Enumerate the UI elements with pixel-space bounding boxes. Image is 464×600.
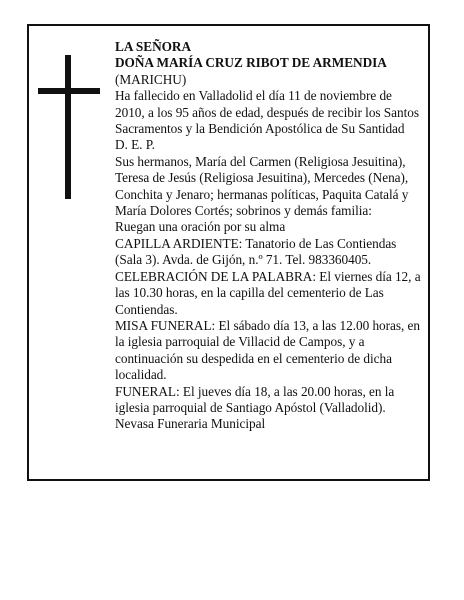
notice-text — [115, 39, 423, 433]
obituary-notice — [27, 24, 430, 481]
funeral-home: Nevasa Funeraria Municipal — [115, 416, 266, 432]
family-list: Sus hermanos, María del Carmen (Religiosa Jesuitina), Teresa de Jesús (Religiosa Jesuitina), Mercedes (Nena), Conchita y Jenaro; hermanas políticas, Paquita Catalá y María Dolores Cortés; sobrinos y demás familia: — [115, 153, 409, 219]
deceased-nickname: (MARICHU) — [115, 71, 187, 87]
chapel-info: CAPILLA ARDIENTE: Tanatorio de Las Contiendas (Sala 3). Avda. de Gijón, n.º 71. Tel. 983360405. — [115, 235, 397, 268]
mass-info: MISA FUNERAL: El sábado día 13, a las 12.00 horas, en la iglesia parroquial de Villacid de Campos, y a continuación su despedida en el cementerio de dicha localidad. — [115, 317, 420, 383]
deceased-name: DOÑA MARÍA CRUZ RIBOT DE ARMENDIA — [115, 55, 387, 71]
funeral-info: FUNERAL: El jueves día 18, a las 20.00 horas, en la iglesia parroquial de Santiago Apóstol (Valladolid). — [115, 383, 395, 415]
honorific: LA SEÑORA — [115, 39, 192, 54]
death-statement: Ha fallecido en Valladolid el día 11 de noviembre de 2010, a los 95 años de edad, después de recibir los Santos Sacramentos y la Bendición Apostólica de Su Santidad — [115, 88, 419, 137]
prayer-request: Ruegan una oración por su alma — [115, 219, 286, 235]
cross-vertical-bar — [65, 55, 71, 199]
dep-abbreviation: D. E. P. — [115, 137, 155, 153]
cross-icon — [38, 55, 100, 199]
cross-horizontal-bar — [38, 88, 100, 94]
celebration-info: CELEBRACIÓN DE LA PALABRA: El viernes día 12, a las 10.30 horas, en la capilla del cementerio de Las Contiendas. — [115, 268, 421, 317]
